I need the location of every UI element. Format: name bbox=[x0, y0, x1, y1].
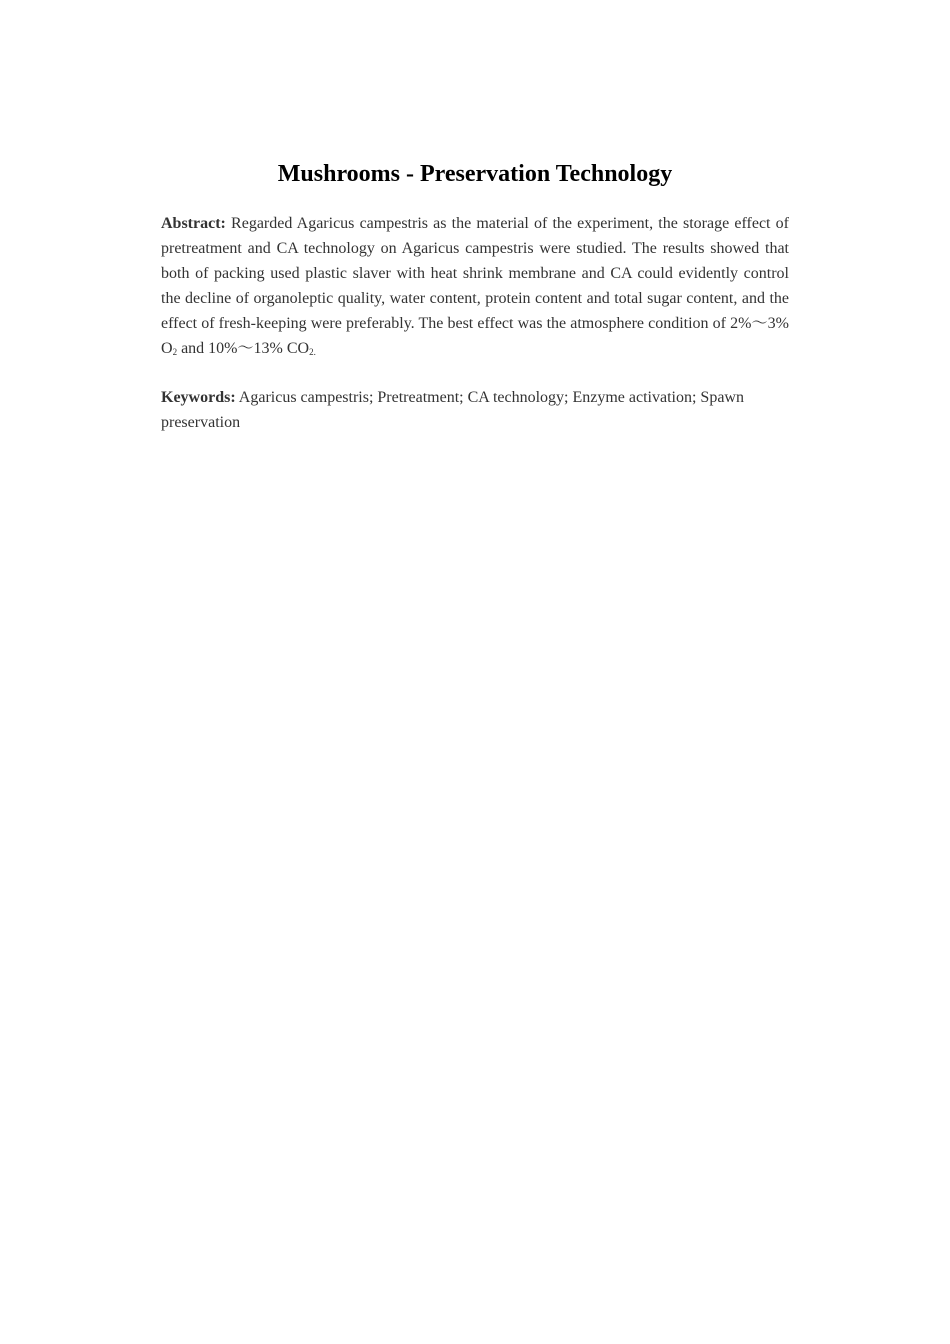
document-title: Mushrooms - Preservation Technology bbox=[277, 161, 673, 187]
co2-subscript: 2. bbox=[309, 347, 316, 357]
o2-subscript: 2 bbox=[172, 347, 178, 357]
keywords-label: Keywords: bbox=[161, 389, 236, 406]
keywords-text: Agaricus campestris; Pretreatment; CA technology; Enzyme activation; Spawn preservation bbox=[161, 389, 744, 431]
abstract-text-continued: and 10%～13% CO bbox=[177, 340, 310, 357]
abstract-text: Regarded Agaricus campestris as the material of the experiment, the storage effect of pretreatment and CA technology on Agaricus campestris were studied. The results showed that both of packing used plastic slaver with heat shrink membrane and CA could evidently control the decline of organoleptic quality, water content, protein content and total sugar content, and the effect of fresh-keeping were preferably. The best effect was the atmosphere condition of 2%～3% O bbox=[161, 215, 789, 357]
abstract-paragraph bbox=[161, 211, 789, 361]
abstract-label: Abstract: bbox=[161, 215, 226, 232]
keywords-paragraph bbox=[161, 385, 789, 435]
